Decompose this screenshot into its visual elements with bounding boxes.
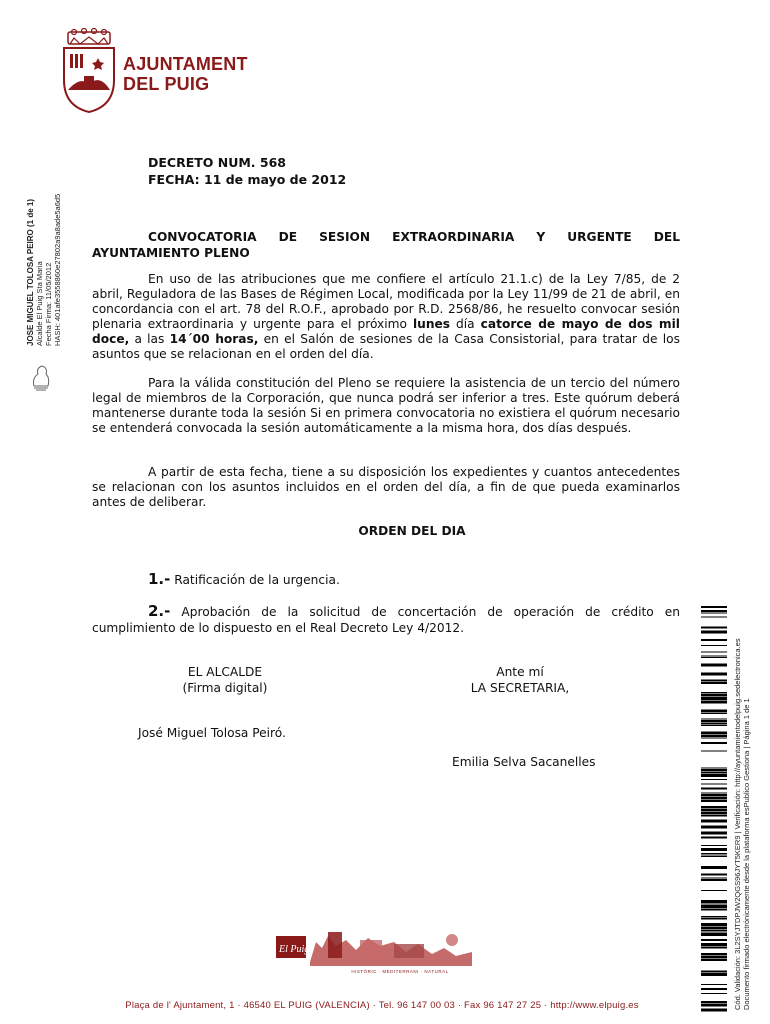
agenda-item-number: 2.- bbox=[148, 602, 171, 620]
brand-line1: AJUNTAMENT bbox=[123, 54, 248, 74]
signer-name: JOSE MIGUEL TOLOSA PEIRO (1 de 1) bbox=[26, 199, 35, 346]
verification-text bbox=[733, 610, 763, 1010]
paragraph-text: a las bbox=[129, 332, 170, 346]
signer-role: Alcalde El Puig Sta Maria bbox=[35, 261, 44, 346]
el-puig-logo-icon bbox=[276, 922, 476, 974]
agenda-item bbox=[92, 603, 680, 636]
verification-code: Cód. Validación: 3L2SYJTDPJW2QGS96JYT5KER9 | Verificación: http://ayuntamientodelpuig.sedelectronica.es bbox=[733, 638, 742, 1010]
conv-word: CONVOCATORIA bbox=[148, 230, 257, 244]
conv-word: DEL bbox=[653, 230, 680, 244]
barcode-icon bbox=[701, 606, 727, 1012]
paragraph-bold: catorce de mayo de dos mil doce, bbox=[92, 317, 680, 346]
paragraph-quorum: Para la válida constitución del Pleno se requiere la asistencia de un tercio del número legal de miembros de la Corporación, que nunca podrá ser inferior a tres. Este quórum deberá mantenerse durante toda la sesión Si en primera convocatoria no existiera el quórum necesario se entenderá convocada la sesión automáticamente a la misma hora, dos días después. bbox=[92, 376, 680, 435]
secretary-prefix: Ante mí bbox=[496, 665, 544, 679]
paragraph-availability: A partir de esta fecha, tiene a su disposición los expedientes y cuantos antecedentes se relacionan con los asuntos incluidos en el orden del día, a fin de que pueda examinarlos antes de deliberar. bbox=[92, 465, 680, 509]
mayor-name: José Miguel Tolosa Peiró. bbox=[138, 726, 286, 740]
mayor-signature-note: (Firma digital) bbox=[182, 681, 268, 695]
conv-word: Y bbox=[536, 230, 546, 244]
signature-date: Fecha Firma: 11/05/2012 bbox=[44, 262, 53, 346]
agenda-item-text: Ratificación de la urgencia. bbox=[170, 573, 340, 587]
mayor-title: EL ALCALDE bbox=[187, 665, 263, 679]
decree-number: DECRETO NUM. 568 bbox=[148, 155, 287, 170]
paragraph-attributions bbox=[92, 272, 680, 362]
agenda-item bbox=[92, 571, 680, 588]
signature-stamp bbox=[26, 26, 72, 346]
agenda-item-text: Aprobación de la solicitud de concertación de operación de crédito en cumplimiento de lo dispuesto en el Real Decreto Ley 4/2012. bbox=[92, 605, 680, 635]
footer-address: Plaça de l' Ajuntament, 1 · 46540 EL PUIG (VALENCIA) · Tel. 96 147 00 03 · Fax 96 147 27 25 · http://www.elpuig.es bbox=[125, 1000, 639, 1011]
convocatoria-title bbox=[92, 229, 680, 261]
verification-platform: Documento firmado electrónicamente desde la plataforma esPublico Gestiona | Página 1 de 1 bbox=[742, 698, 751, 1010]
conv-word: SESION bbox=[319, 230, 371, 244]
decree-date: FECHA: 11 de mayo de 2012 bbox=[148, 172, 347, 187]
conv-word: URGENTE bbox=[567, 230, 632, 244]
paragraph-bold: lunes bbox=[412, 317, 451, 331]
conv-line2: AYUNTAMIENTO PLENO bbox=[92, 246, 250, 260]
conv-word: EXTRAORDINARIA bbox=[392, 230, 515, 244]
paragraph-text: día bbox=[450, 317, 481, 331]
secretary-name: Emilia Selva Sacanelles bbox=[452, 755, 596, 769]
decree-header bbox=[148, 154, 346, 188]
paragraph-text: en el Salón de sesiones de la Casa Consistorial, para tratar de los asuntos que se relacionan en el orden del día. bbox=[92, 332, 680, 361]
secretary-title: LA SECRETARIA, bbox=[470, 681, 570, 695]
signature-seal-icon bbox=[30, 360, 52, 392]
paragraph-bold: 14´00 horas, bbox=[169, 332, 259, 346]
svg-text:El Puig: El Puig bbox=[279, 944, 310, 955]
agenda-title: ORDEN DEL DIA bbox=[358, 524, 466, 538]
conv-word: DE bbox=[278, 230, 298, 244]
agenda-item-number: 1.- bbox=[148, 570, 171, 588]
secretary-signature-block bbox=[440, 664, 600, 696]
paragraph-text: En uso de las atribuciones que me confiere el artículo 21.1.c) de la Ley 7/85, de 2 abril, Reguladora de las Bases de Régimen Local, modificada por la Ley 11/99 de 21 de abril, en concordancia con el art. 78 del R.O.F., aprobado por R.D. 2568/86, he resuelto convocar sesión plenaria extraordinaria y urgente para el próximo bbox=[92, 272, 680, 331]
brand-line2: DEL PUIG bbox=[123, 74, 210, 94]
mayor-signature-block bbox=[145, 664, 305, 696]
signature-hash: HASH: 401afe3558860e27802a9a8ade5a6d5 bbox=[53, 193, 62, 346]
municipality-brand bbox=[123, 54, 248, 94]
footer-tagline: HISTÒRIC · MEDITERRANI · NATURAL bbox=[351, 969, 449, 974]
